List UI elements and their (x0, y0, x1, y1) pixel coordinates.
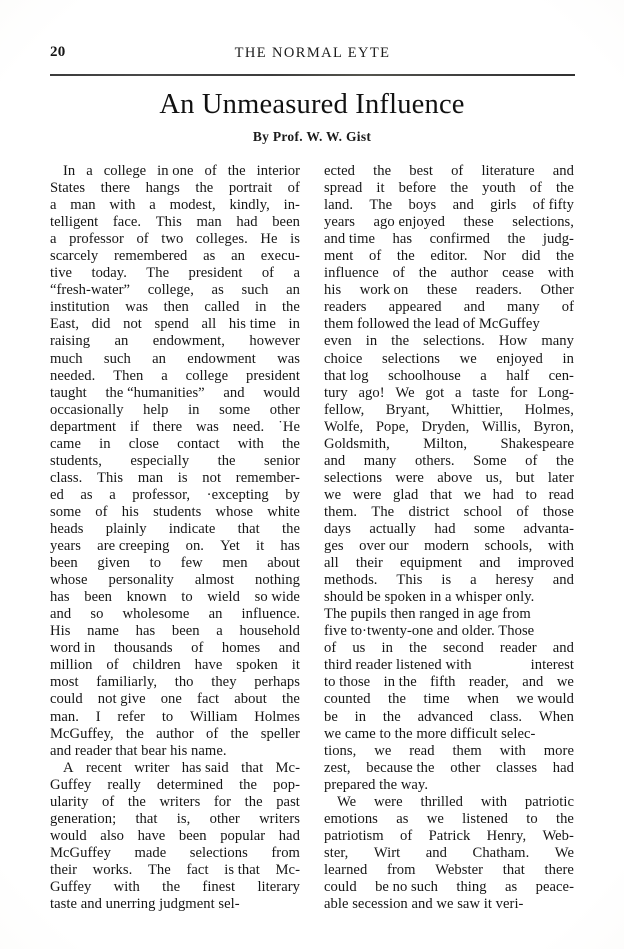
text-line: would also have been popular had (50, 827, 300, 844)
text-line: his work on these readers. Other (324, 282, 574, 299)
text-line: could be no such thing as peace- (324, 878, 574, 895)
header-rule (50, 74, 575, 76)
column-right (324, 163, 574, 913)
text-line: emotions as we listened to the (324, 810, 574, 827)
text-line: class. This man is not remember- (50, 469, 300, 486)
text-line: and many others. Some of the (324, 452, 574, 469)
text-line: institution was then called in the (50, 299, 300, 316)
text-line: million of children have spoken it (50, 657, 300, 674)
text-line: much such an endowment was (50, 350, 300, 367)
text-line: ularity of the writers for the past (50, 793, 300, 810)
text-line: occasionally help in some other (50, 401, 300, 418)
text-line: “fresh-water” college, as such an (50, 282, 300, 299)
article-byline: By Prof. W. W. Gist (252, 129, 372, 144)
text-line: years ago enjoyed these selections, (324, 214, 574, 231)
text-line: His name has been a household (50, 623, 300, 640)
text-line: of us in the second reader and (324, 640, 574, 657)
text-line: tury ago! We got a taste for Long- (324, 384, 574, 401)
text-line: could not give one fact about the (50, 691, 300, 708)
text-line: has been known to wield so wide (50, 589, 300, 606)
text-line: a professor of two colleges. He is (50, 231, 300, 248)
text-line: to those in the fifth reader, and we (324, 674, 574, 691)
text-line: some of his students whose white (50, 503, 300, 520)
article-title: An Unmeasured Influence (159, 89, 465, 120)
paragraph (50, 760, 300, 913)
text-line: scarcely remembered as an execu- (50, 248, 300, 265)
text-line: In a college in one of the interior (63, 163, 300, 179)
text-line: Goldsmith, Milton, Shakespeare (324, 435, 574, 452)
text-line: ster, Wirt and Chatham. We (324, 844, 574, 861)
text-line: A recent writer has said that Mc- (63, 759, 300, 776)
text-line: Guffey really determined the pop- (50, 776, 300, 793)
text-line: should be spoken in a whisper only. (324, 589, 535, 606)
text-line: fellow, Bryant, Whittier, Holmes, (324, 401, 574, 418)
text-line: generation; that is, other writers (50, 810, 300, 827)
text-line: years are creeping on. Yet it has (50, 538, 300, 555)
text-line: telligent face. This man had been (50, 214, 300, 231)
publication-title: THE NORMAL EYTE (234, 45, 391, 61)
text-line: a man with a modest, kindly, in- (50, 197, 300, 214)
paragraph (324, 794, 574, 913)
text-line: McGuffey, the author of the speller (50, 725, 300, 742)
text-line: choice selections we enjoyed in (324, 350, 574, 367)
text-line: spread it before the youth of the (324, 180, 574, 197)
text-line: McGuffey made selections from (50, 844, 300, 861)
text-line: that log schoolhouse a half cen- (324, 367, 574, 384)
text-line: we came to the more difficult selec- (324, 725, 536, 742)
text-line: came in close contact with the (50, 435, 300, 452)
text-line: The pupils then ranged in age from (324, 606, 531, 623)
text-line: taught the “humanities” and would (50, 384, 300, 401)
text-line: heads plainly indicate that the (50, 520, 300, 537)
text-line: and reader that bear his name. (50, 742, 227, 759)
paragraph (50, 163, 300, 760)
text-line: We were thrilled with patriotic (337, 793, 574, 810)
text-line: and time has confirmed the judg- (324, 231, 574, 248)
text-line: five to·twenty-one and older. Those (324, 623, 535, 640)
text-line: all their equipment and improved (324, 555, 574, 572)
text-line: third reader listened with interest (324, 657, 574, 674)
text-line: selections were above us, but later (324, 469, 574, 486)
text-line: them followed the lead of McGuffey (324, 316, 540, 333)
text-line: raising an endowment, however (50, 333, 300, 350)
text-line: whose personality almost nothing (50, 572, 300, 589)
text-line: Guffey with the finest literary (50, 878, 300, 895)
text-line: States there hangs the portrait of (50, 180, 300, 197)
text-line: man. I refer to William Holmes (50, 708, 300, 725)
text-line: able secession and we saw it veri- (324, 896, 524, 913)
text-line: ges over our modern schools, with (324, 538, 574, 555)
text-line: most familiarly, tho they perhaps (50, 674, 300, 691)
text-line: counted the time when we would (324, 691, 574, 708)
text-line: ed as a professor, ·excepting by (50, 486, 300, 503)
article-body (50, 163, 575, 923)
text-line: be in the advanced class. When (324, 708, 574, 725)
text-line: readers appeared and many of (324, 299, 574, 316)
text-line: taste and unerring judgment sel- (50, 896, 240, 913)
text-line: Wolfe, Pope, Dryden, Willis, Byron, (324, 418, 574, 435)
text-line: even in the selections. How many (324, 333, 574, 350)
text-line: department if there was need. ˙He (50, 418, 300, 435)
paragraph (324, 163, 574, 794)
text-line: days actually had some advanta- (324, 520, 574, 537)
text-line: students, especially the senior (50, 452, 300, 469)
text-line: patriotism of Patrick Henry, Web- (324, 827, 574, 844)
text-line: land. The boys and girls of fifty (324, 197, 574, 214)
text-line: needed. Then a college president (50, 367, 300, 384)
text-line: we were glad that we had to read (324, 486, 574, 503)
text-line: and so wholesome an influence. (50, 606, 300, 623)
text-line: influence of the author cease with (324, 265, 574, 282)
text-line: East, did not spend all his time in (50, 316, 300, 333)
text-line: methods. This is a heresy and (324, 572, 574, 589)
text-line: tions, we read them with more (324, 742, 574, 759)
text-line: ment of the editor. Nor did the (324, 248, 574, 265)
page-number: 20 (50, 44, 66, 60)
text-line: their works. The fact is that Mc- (50, 861, 300, 878)
text-line: been given to few men about (50, 555, 300, 572)
text-line: learned from Webster that there (324, 861, 574, 878)
text-line: word in thousands of homes and (50, 640, 300, 657)
column-left (50, 163, 300, 913)
text-line: them. The district school of those (324, 503, 574, 520)
running-head (50, 44, 575, 66)
text-line: ected the best of literature and (324, 163, 574, 179)
text-line: tive today. The president of a (50, 265, 300, 282)
text-line: zest, because the other classes had (324, 759, 574, 776)
text-line: prepared the way. (324, 776, 429, 793)
